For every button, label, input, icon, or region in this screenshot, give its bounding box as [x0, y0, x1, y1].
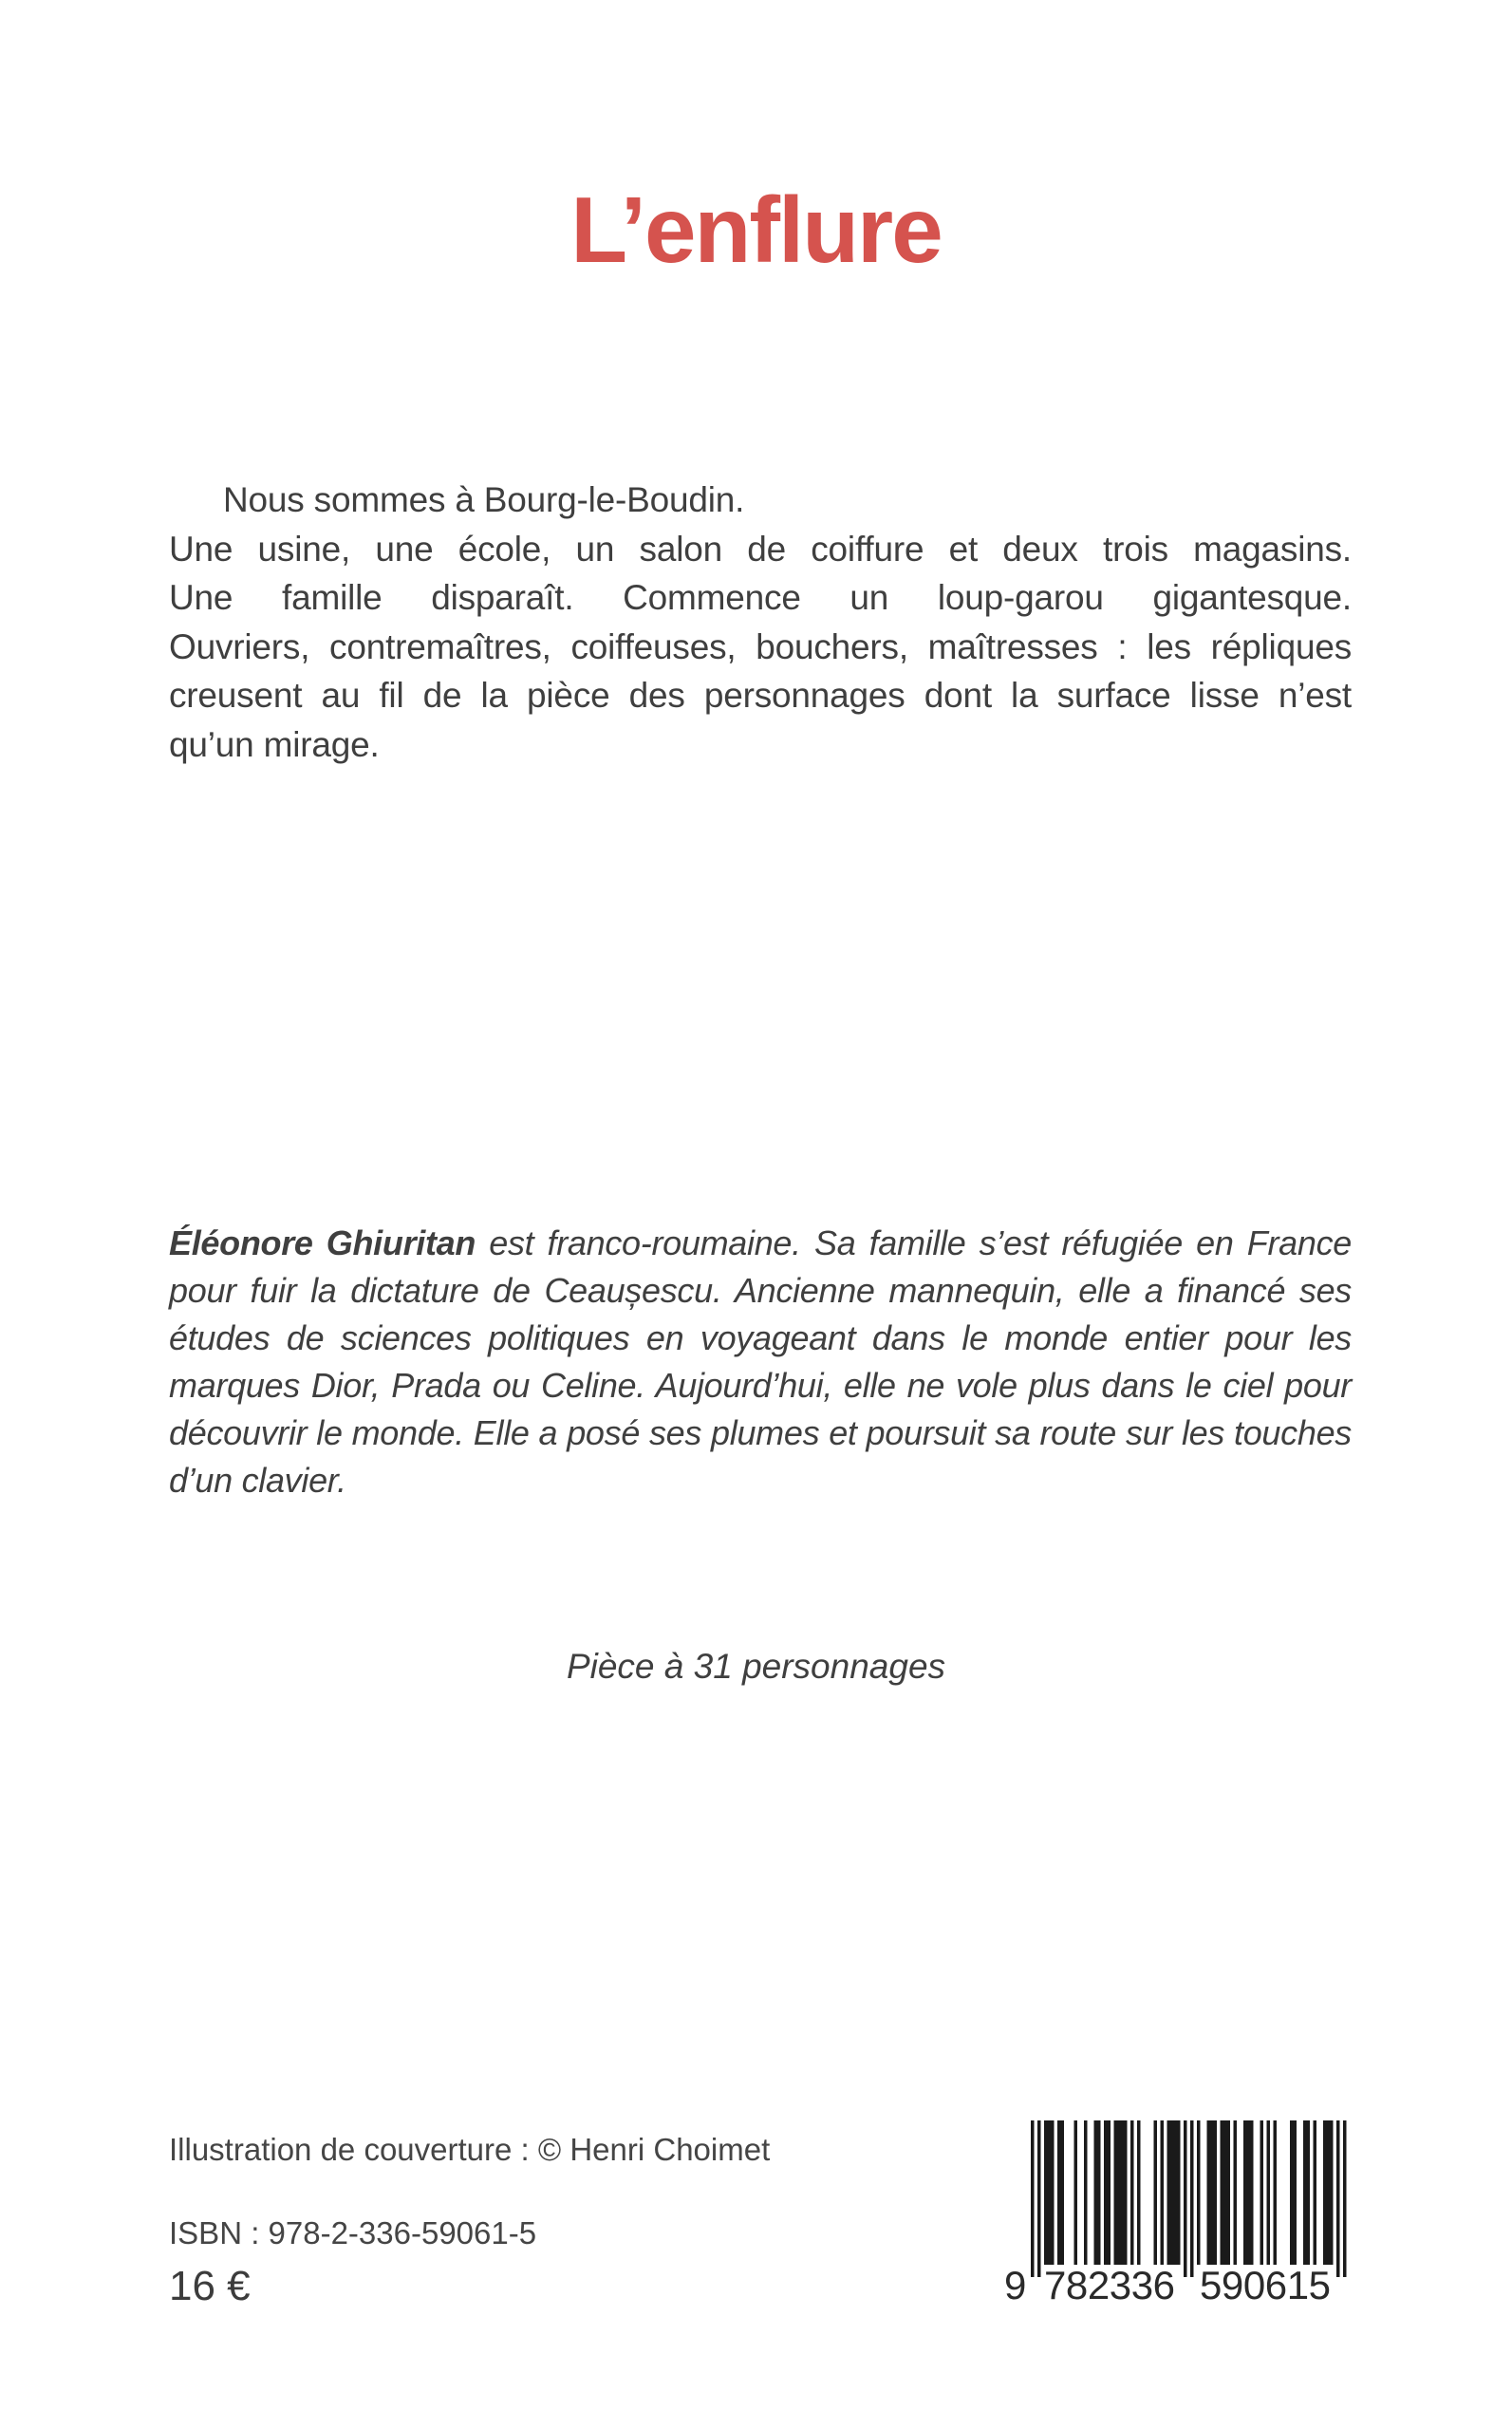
svg-text:782336: 782336 — [1044, 2263, 1175, 2306]
synopsis — [169, 476, 1352, 770]
bio-line — [169, 1220, 1352, 1267]
cast-note: Pièce à 31 personnages — [566, 1647, 946, 1686]
bio-line-text: est franco-roumaine. Sa famille s’est réfugiée en France — [476, 1223, 1352, 1262]
isbn: ISBN : 978-2-336-59061-5 — [169, 2215, 537, 2250]
bio-line: découvrir le monde. Elle a posé ses plumes et poursuit sa route sur les touches — [169, 1413, 1352, 1452]
ean13-barcode — [1002, 2120, 1350, 2306]
synopsis-line: qu’un mirage. — [169, 724, 380, 764]
book-title: L’enflure — [570, 177, 942, 282]
svg-text:590615: 590615 — [1200, 2263, 1331, 2306]
bio-line: études de sciences politiques en voyageant dans le monde entier pour les — [169, 1318, 1352, 1357]
bio-line: pour fuir la dictature de Ceaușescu. Ancienne mannequin, elle a financé ses — [169, 1271, 1352, 1310]
synopsis-line: Nous sommes à Bourg-le-Boudin. — [223, 480, 745, 519]
synopsis-line: creusent au fil de la pièce des personnages dont la surface lisse n’est — [169, 676, 1352, 716]
bio-line: d’un clavier. — [169, 1461, 346, 1500]
author-bio — [169, 1220, 1352, 1504]
price: 16 € — [169, 2263, 251, 2309]
author-name: Éléonore Ghiuritan — [169, 1223, 476, 1262]
barcode — [1002, 2120, 1350, 2306]
synopsis-line: Ouvriers, contremaîtres, coiffeuses, bouchers, maîtresses : les répliques — [169, 626, 1352, 666]
bio-line: marques Dior, Prada ou Celine. Aujourd’hui, elle ne vole plus dans le ciel pour — [169, 1366, 1352, 1405]
svg-text:9: 9 — [1004, 2263, 1027, 2306]
synopsis-line: Une famille disparaît. Commence un loup-garou gigantesque. — [169, 578, 1352, 618]
synopsis-line: Une usine, une école, un salon de coiffure et deux trois magasins. — [169, 529, 1352, 569]
illustration-credit: Illustration de couverture : © Henri Choimet — [169, 2132, 771, 2167]
